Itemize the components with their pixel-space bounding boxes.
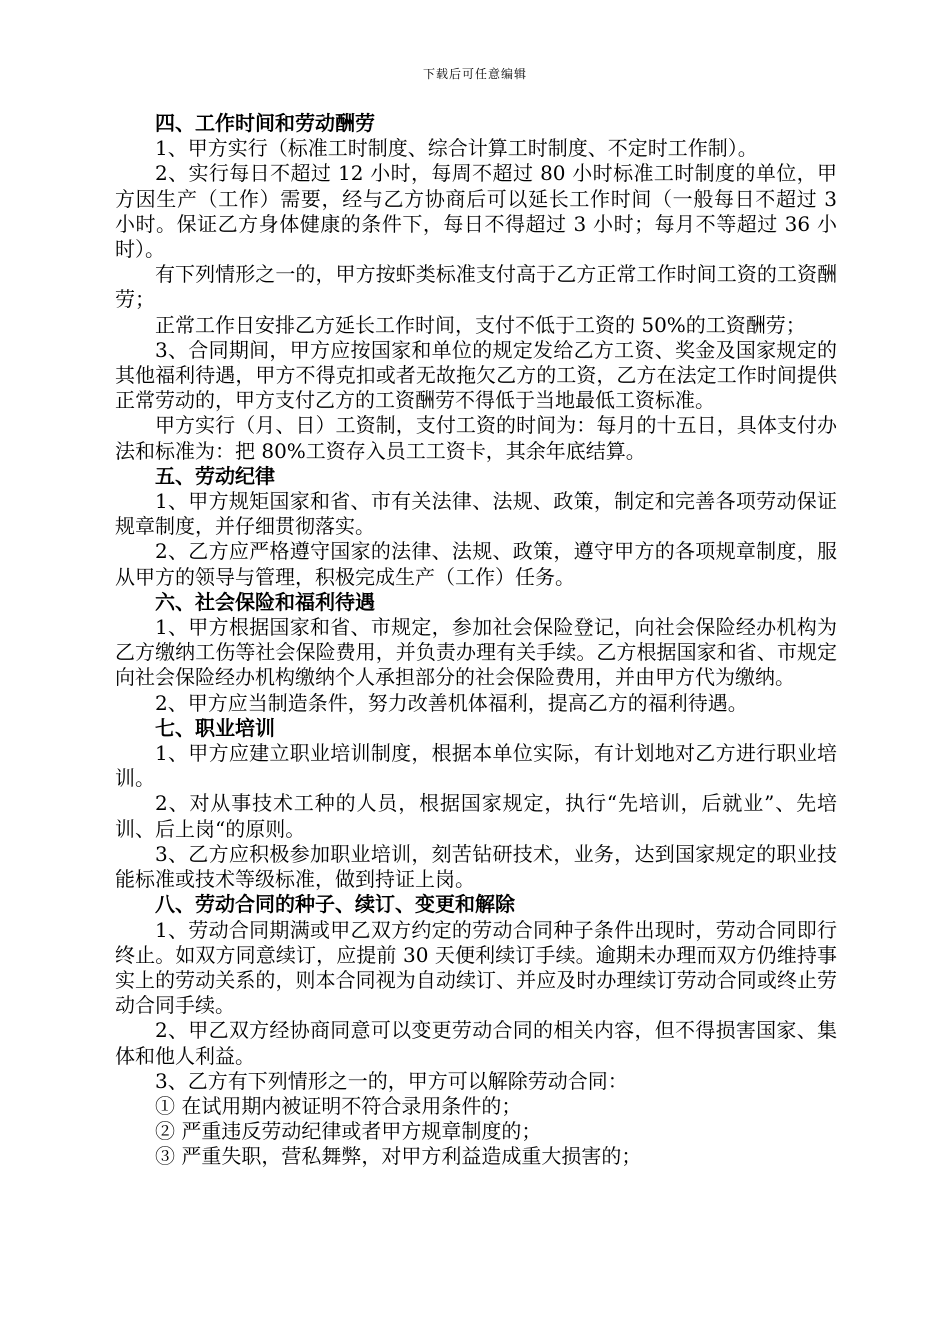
- body-paragraph: 1、甲方应建立职业培训制度，根据本单位实际，有计划地对乙方进行职业培训。: [115, 741, 837, 791]
- body-paragraph: 2、甲乙双方经协商同意可以变更劳动合同的相关内容，但不得损害国家、集体和他人利益。: [115, 1018, 837, 1068]
- body-paragraph: 有下列情形之一的，甲方按虾类标准支付高于乙方正常工作时间工资的工资酬劳；: [115, 262, 837, 312]
- body-paragraph: 甲方实行（月、日）工资制，支付工资的时间为：每月的十五日，具体支付办法和标准为：把 80%工资存入员工工资卡，其余年底结算。: [115, 413, 837, 463]
- section-heading: 八、劳动合同的种子、续订、变更和解除: [155, 892, 515, 917]
- page-header: 下载后可任意编辑: [422, 67, 527, 81]
- document-body: [115, 111, 837, 1170]
- body-paragraph: 1、甲方根据国家和省、市规定，参加社会保险登记，向社会保险经办机构为乙方缴纳工伤等社会保险费用，并负责办理有关手续。乙方根据国家和省、市规定向社会保险经办机构缴纳个人承担部分的社会保险费用，并由甲方代为缴纳。: [115, 615, 837, 690]
- body-paragraph: 1、甲方实行（标准工时制度、综合计算工时制度、不定时工作制）。: [155, 136, 758, 161]
- section-heading: 五、劳动纪律: [155, 463, 275, 488]
- body-paragraph: 1、劳动合同期满或甲乙双方约定的劳动合同种子条件出现时，劳动合同即行终止。如双方同意续订，应提前 30 天便利续订手续。逾期未办理而双方仍维持事实上的劳动关系的，则本合同视为自动续订、并应及时办理续订劳动合同或终止劳动合同手续。: [115, 917, 837, 1018]
- section-heading: 四、工作时间和劳动酬劳: [155, 111, 375, 135]
- body-paragraph: 2、实行每日不超过 12 小时，每周不超过 80 小时标准工时制度的单位，甲方因生产（工作）需要，经与乙方协商后可以延长工作时间（一般每日不超过 3 小时。保证乙方身体健康的条件下，每日不得超过 3 小时；每月不等超过 36 小时）。: [115, 161, 837, 262]
- body-paragraph: 正常工作日安排乙方延长工作时间，支付不低于工资的 50%的工资酬劳；: [155, 312, 806, 337]
- body-paragraph: 3、乙方应积极参加职业培训，刻苦钻研技术，业务，达到国家规定的职业技能标准或技术等级标准，做到持证上岗。: [115, 841, 837, 892]
- body-paragraph: 2、乙方应严格遵守国家的法律、法规、政策，遵守甲方的各项规章制度，服从甲方的领导与管理，积极完成生产（工作）任务。: [115, 539, 837, 589]
- section-heading: 七、职业培训: [155, 715, 275, 740]
- body-paragraph: 3、合同期间，甲方应按国家和单位的规定发给乙方工资、奖金及国家规定的其他福利待遇，甲方不得克扣或者无故拖欠乙方的工资，乙方在法定工作时间提供正常劳动的，甲方支付乙方的工资酬劳不得低于当地最低工资标准。: [115, 337, 837, 413]
- body-paragraph: 1、甲方规矩国家和省、市有关法律、法规、政策，制定和完善各项劳动保证规章制度，并仔细贯彻落实。: [115, 489, 837, 539]
- body-paragraph: 3、乙方有下列情形之一的，甲方可以解除劳动合同：: [155, 1068, 628, 1093]
- section-heading: 六、社会保险和福利待遇: [155, 589, 375, 614]
- body-paragraph: 2、对从事技术工种的人员，根据国家规定，执行“先培训，后就业”、先培训、后上岗“的原则。: [115, 791, 837, 841]
- list-item: ② 严重违反劳动纪律或者甲方规章制度的；: [155, 1119, 542, 1144]
- list-item: ① 在试用期内被证明不符合录用条件的；: [155, 1093, 522, 1118]
- body-paragraph: 2、甲方应当制造条件，努力改善机体福利，提高乙方的福利待遇。: [155, 690, 748, 715]
- list-item: ③ 严重失职，营私舞弊，对甲方利益造成重大损害的；: [155, 1144, 642, 1169]
